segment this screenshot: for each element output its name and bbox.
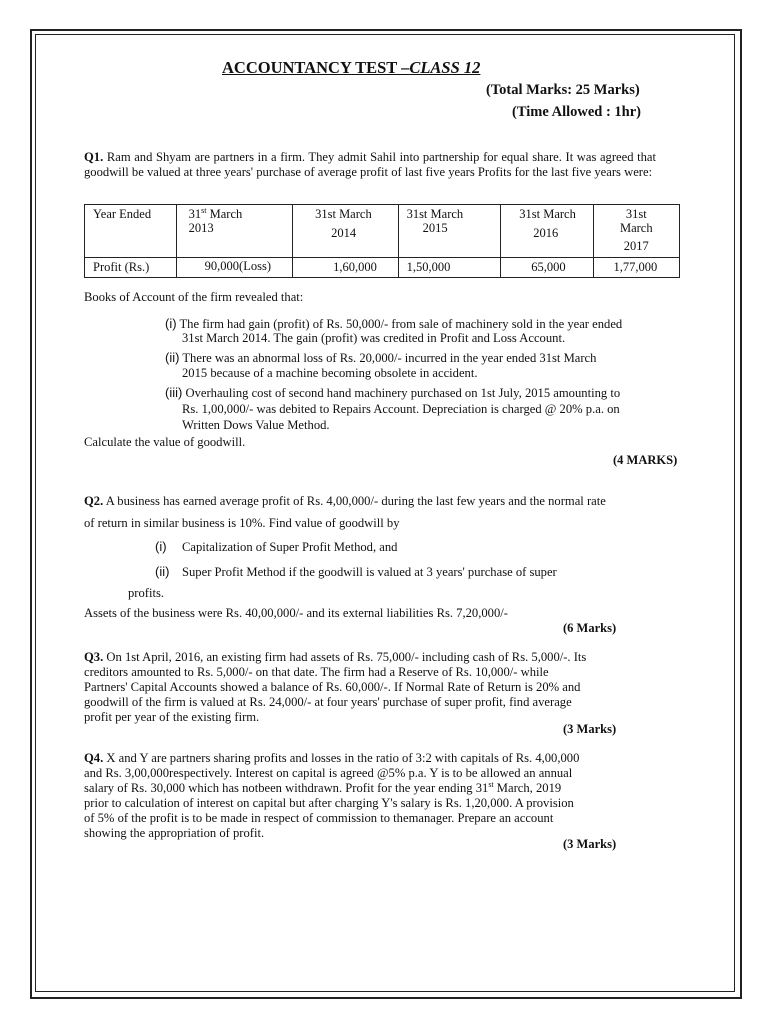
year-day: 31st March <box>519 207 576 221</box>
year-value: 2016 <box>533 226 559 240</box>
q4-text: of 5% of the profit is to be made in respect of commission to themanager. Prepare an account <box>84 811 554 825</box>
profit-value: 1,60,000 <box>333 260 377 274</box>
q4-text: prior to calculation of interest on capital but after charging Y's salary is Rs. 1,20,000. A provision <box>84 796 574 810</box>
q3-question <box>84 650 624 725</box>
total-marks: (Total Marks: 25 Marks) <box>486 82 640 98</box>
q1-question <box>84 150 656 180</box>
q1-label: Q1. <box>84 150 104 164</box>
table-cell <box>398 205 501 258</box>
q3-text: profit per year of the existing firm. <box>84 710 260 724</box>
page-title <box>222 58 480 78</box>
year-day: 31st March <box>406 207 464 221</box>
item-number: (iii) <box>165 385 183 400</box>
list-item <box>165 350 596 366</box>
q4-sup: st <box>488 779 494 789</box>
q2-continuation: profits. <box>128 586 165 600</box>
item-number: (i) <box>165 316 177 331</box>
q3-text: goodwill of the firm is valued at Rs. 24,000/- at four years' purchase of super profit, find average <box>84 695 572 709</box>
table-cell <box>501 205 593 258</box>
item-text: Written Dows Value Method. <box>182 418 330 432</box>
table-row <box>85 205 680 258</box>
list-item <box>155 539 167 555</box>
item-text: The firm had gain (profit) of Rs. 50,000/- from sale of machinery sold in the year ended <box>179 317 623 331</box>
year-sup: st <box>201 205 207 215</box>
profit-table <box>84 204 680 278</box>
q2-label: Q2. <box>84 494 104 508</box>
q3-label: Q3. <box>84 650 104 664</box>
q4-text: salary of Rs. 30,000 which has notbeen withdrawn. Profit for the year ending 31 <box>84 781 489 795</box>
table-row <box>85 258 680 278</box>
q2-question <box>84 494 606 509</box>
item-text: Rs. 1,00,000/- was debited to Repairs Account. Depreciation is charged @ 20% p.a. on <box>182 402 620 416</box>
title-main: ACCOUNTANCY TEST – <box>222 58 410 77</box>
q3-text: creditors amounted to Rs. 5,000/- on that date. The firm had a Reserve of Rs. 10,000/- while <box>84 665 549 679</box>
table-cell <box>593 205 679 258</box>
table-cell <box>176 205 292 258</box>
list-item <box>165 316 622 332</box>
table-header-cell <box>85 258 177 278</box>
year-month: March <box>619 221 653 235</box>
item-text: 31st March 2014. The gain (profit) was credited in Profit and Loss Account. <box>182 331 566 345</box>
item-number: (i) <box>155 539 167 554</box>
q4-text: X and Y are partners sharing profits and losses in the ratio of 3:2 with capitals of Rs. 4,00,000 <box>106 751 580 765</box>
item-text: 2015 because of a machine becoming obsolete in accident. <box>182 366 478 380</box>
year-day: 31 <box>188 207 202 221</box>
year-ended-label: Year Ended <box>93 207 152 221</box>
q1-marks: (4 MARKS) <box>613 453 678 467</box>
profit-value: 65,000 <box>531 260 566 274</box>
table-cell <box>501 258 593 278</box>
item-text: Overhauling cost of second hand machinery purchased on 1st July, 2015 amounting to <box>185 386 621 400</box>
item-text: Capitalization of Super Profit Method, and <box>182 540 398 554</box>
year-value: 2017 <box>623 239 649 253</box>
q3-marks: (3 Marks) <box>563 722 617 736</box>
item-text: Super Profit Method if the goodwill is valued at 3 years' purchase of super <box>182 565 557 579</box>
q4-text: and Rs. 3,00,000respectively. Interest on capital is agreed @5% p.a. Y is to be allowed an annual <box>84 766 573 780</box>
year-month: March <box>206 207 243 221</box>
profit-value: 90,000(Loss) <box>204 259 271 273</box>
time-allowed: (Time Allowed : 1hr) <box>512 104 642 120</box>
list-item <box>165 385 620 401</box>
item-number: (ii) <box>165 350 180 365</box>
q4-text: showing the appropriation of profit. <box>84 826 265 840</box>
q1-text: Ram and Shyam are partners in a firm. They admit Sahil into partnership for equal share. It was agreed that goodwill be valued at three years' purchase of average profit of last five years Profits for the last five years were: <box>84 150 656 179</box>
table-header-cell <box>85 205 177 258</box>
q2-marks: (6 Marks) <box>563 621 617 635</box>
table-cell <box>176 258 292 278</box>
item-number: (ii) <box>155 564 170 579</box>
q3-text: Partners' Capital Accounts showed a balance of Rs. 60,000/-. If Normal Rate of Return is 20% and <box>84 680 581 694</box>
year-day: 31st March <box>315 207 372 221</box>
q4-marks: (3 Marks) <box>563 837 617 851</box>
year-value: 2013 <box>188 221 214 235</box>
title-class: CLASS 12 <box>409 58 481 77</box>
q3-text: On 1st April, 2016, an existing firm had assets of Rs. 75,000/- including cash of Rs. 5,000/-. Its <box>106 650 587 664</box>
year-value: 2014 <box>331 226 357 240</box>
table-cell <box>593 258 679 278</box>
profit-value: 1,77,000 <box>613 260 658 274</box>
q4-label: Q4. <box>84 751 104 765</box>
q1-intro: Books of Account of the firm revealed that: <box>84 290 304 304</box>
q2-text: A business has earned average profit of Rs. 4,00,000/- during the last few years and the normal rate <box>105 494 606 508</box>
table-cell <box>293 205 398 258</box>
q4-question <box>84 751 624 841</box>
year-day: 31st <box>625 207 647 221</box>
q4-text: March, 2019 <box>493 781 562 795</box>
item-text: There was an abnormal loss of Rs. 20,000/- incurred in the year ended 31st March <box>182 351 597 365</box>
year-value: 2015 <box>422 221 448 235</box>
q2-assets: Assets of the business were Rs. 40,00,000/- and its external liabilities Rs. 7,20,000/- <box>84 606 508 620</box>
profit-value: 1,50,000 <box>406 260 451 274</box>
table-cell <box>398 258 501 278</box>
q1-closing: Calculate the value of goodwill. <box>84 435 246 449</box>
table-cell <box>293 258 398 278</box>
list-item <box>155 564 169 580</box>
profit-label: Profit (Rs.) <box>93 260 150 274</box>
q2-text: of return in similar business is 10%. Find value of goodwill by <box>84 516 400 530</box>
